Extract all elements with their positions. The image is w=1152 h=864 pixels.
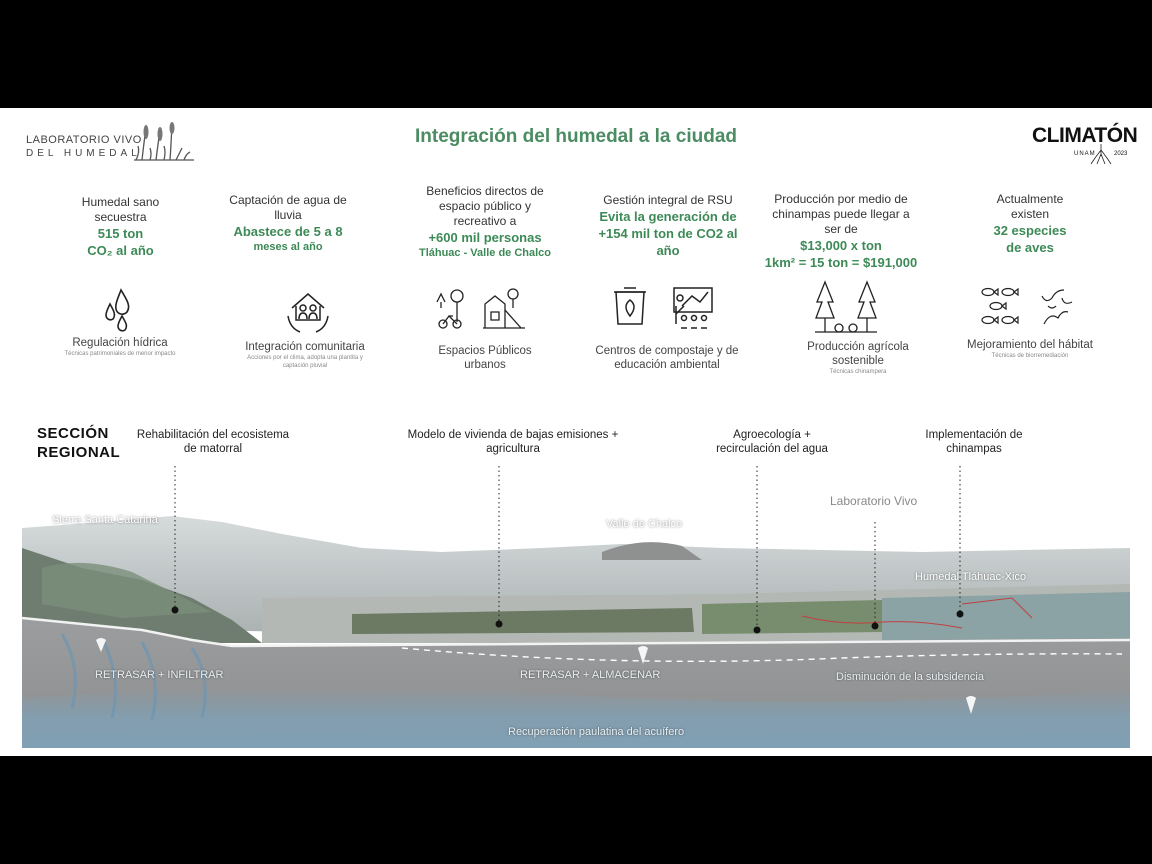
benefit-public-space bbox=[405, 184, 565, 260]
benefit-text: secuestra bbox=[94, 210, 147, 224]
benefit-text: ser de bbox=[824, 222, 858, 236]
community-house-icon bbox=[286, 286, 330, 334]
label-acuifero: Recuperación paulatina del acuífero bbox=[508, 726, 685, 738]
caption-title: urbanos bbox=[464, 359, 506, 371]
climaton-year: 2023 bbox=[1114, 151, 1128, 157]
header-line: Implementación de bbox=[925, 429, 1023, 441]
benefit-text: espacio público y bbox=[438, 199, 532, 213]
caption-water-regulation bbox=[40, 336, 200, 358]
benefit-text: recreativo a bbox=[453, 214, 517, 228]
header-line: de matorral bbox=[183, 443, 243, 455]
benefit-text: lluvia bbox=[274, 208, 302, 222]
label-subsidencia: Disminución de la subsidencia bbox=[836, 671, 984, 683]
label-lab-vivo: Laboratorio Vivo bbox=[830, 494, 918, 508]
benefit-highlight: $13,000 x ton bbox=[800, 238, 882, 253]
water-drops-icon bbox=[101, 286, 141, 332]
label-retrasar-almacenar: RETRASAR + ALMACENAR bbox=[520, 669, 661, 681]
header-line: Modelo de vivienda de bajas emisiones + bbox=[407, 429, 619, 441]
caption-title: Producción agrícola bbox=[807, 341, 909, 353]
benefit-highlight: de aves bbox=[1006, 240, 1054, 255]
header-line: Agroecología + bbox=[733, 429, 811, 441]
label-humedal: Humedal Tláhuac-Xico bbox=[915, 571, 1027, 583]
caption-title: Centros de compostaje y de bbox=[595, 345, 739, 357]
caption-subtitle: Técnicas patrimoniales de menor impacto bbox=[64, 351, 176, 357]
benefit-water-regulation bbox=[58, 195, 183, 259]
benefit-text: Captación de agua de bbox=[229, 193, 347, 207]
header-line: agricultura bbox=[486, 443, 540, 455]
caption-title: sostenible bbox=[832, 355, 884, 367]
page-title: Integración del humedal a la ciudad bbox=[414, 126, 738, 147]
benefit-highlight: CO₂ al año bbox=[87, 243, 154, 258]
benefit-text: existen bbox=[1010, 207, 1050, 221]
fish-birds-icon bbox=[976, 284, 1076, 330]
climaton-logo bbox=[1030, 122, 1138, 172]
roots-icon bbox=[1086, 144, 1116, 166]
benefit-chinampas-production bbox=[760, 192, 922, 271]
benefit-text: Actualmente bbox=[996, 192, 1064, 206]
label-retrasar-infiltrar: RETRASAR + INFILTRAR bbox=[95, 669, 224, 681]
slide bbox=[0, 108, 1152, 756]
trees-icon bbox=[813, 280, 879, 334]
benefit-waste-management bbox=[588, 193, 748, 259]
caption-subtitle: Técnicas chinampera bbox=[829, 369, 887, 375]
header-line: recirculación del agua bbox=[716, 443, 828, 455]
header-line: chinampas bbox=[946, 443, 1002, 455]
caption-subtitle: Técnicas de biorremediación bbox=[991, 353, 1069, 359]
leader-lines bbox=[0, 448, 1152, 638]
compost-education-icon bbox=[612, 284, 716, 330]
benefit-highlight: Abastece de 5 a 8 bbox=[233, 224, 343, 239]
benefit-highlight: +154 mil ton de CO2 al bbox=[598, 226, 738, 241]
label-sierra: Sierra Santa Catarina bbox=[52, 514, 158, 526]
caption-subtitle: captación pluvial bbox=[282, 363, 328, 369]
logo-left-line1: LABORATORIO VIVO bbox=[26, 134, 142, 146]
caption-habitat bbox=[950, 338, 1110, 360]
caption-compost bbox=[582, 344, 752, 372]
caption-title: Integración comunitaria bbox=[245, 341, 365, 353]
benefit-habitat bbox=[960, 192, 1100, 256]
benefit-highlight: 515 ton bbox=[97, 226, 144, 241]
benefit-highlight: 1km² = 15 ton = $191,000 bbox=[764, 255, 918, 270]
caption-title: educación ambiental bbox=[614, 359, 720, 371]
benefit-highlight-small: Tláhuac - Valle de Chalco bbox=[418, 247, 552, 259]
caption-public-space bbox=[410, 344, 560, 372]
logo-left-line2: DEL HUMEDAL bbox=[26, 148, 141, 159]
benefit-text: Beneficios directos de bbox=[426, 184, 544, 198]
benefit-highlight: 32 especies bbox=[993, 223, 1067, 238]
benefit-highlight: año bbox=[656, 243, 680, 258]
public-space-icon bbox=[433, 286, 528, 330]
caption-title: Mejoramiento del hábitat bbox=[967, 339, 1093, 351]
caption-title: Regulación hídrica bbox=[72, 337, 168, 349]
benefit-text: Humedal sano bbox=[81, 195, 160, 209]
benefit-text: Producción por medio de bbox=[774, 192, 908, 206]
label-valle: Valle de Chalco bbox=[606, 518, 683, 530]
benefit-rainwater bbox=[228, 193, 348, 254]
caption-agriculture bbox=[778, 340, 938, 376]
caption-subtitle: Acciones por el clima, adopta una plantita y bbox=[247, 355, 363, 361]
caption-title: Espacios Públicos bbox=[438, 345, 532, 357]
climaton-wordmark: CLIMATÓN bbox=[1032, 124, 1138, 147]
benefit-highlight: Evita la generación de bbox=[599, 209, 737, 224]
caption-community bbox=[230, 340, 380, 370]
benefit-highlight: +600 mil personas bbox=[428, 230, 542, 245]
benefit-highlight-small: meses al año bbox=[253, 241, 323, 253]
benefit-text: Gestión integral de RSU bbox=[603, 193, 733, 207]
climaton-unam: UNAM bbox=[1074, 151, 1096, 157]
section-title-line1: SECCIÓN bbox=[37, 425, 109, 442]
benefit-text: chinampas puede llegar a bbox=[772, 207, 910, 221]
section-title-line2: REGIONAL bbox=[37, 444, 121, 461]
header-line: Rehabilitación del ecosistema bbox=[136, 429, 290, 441]
